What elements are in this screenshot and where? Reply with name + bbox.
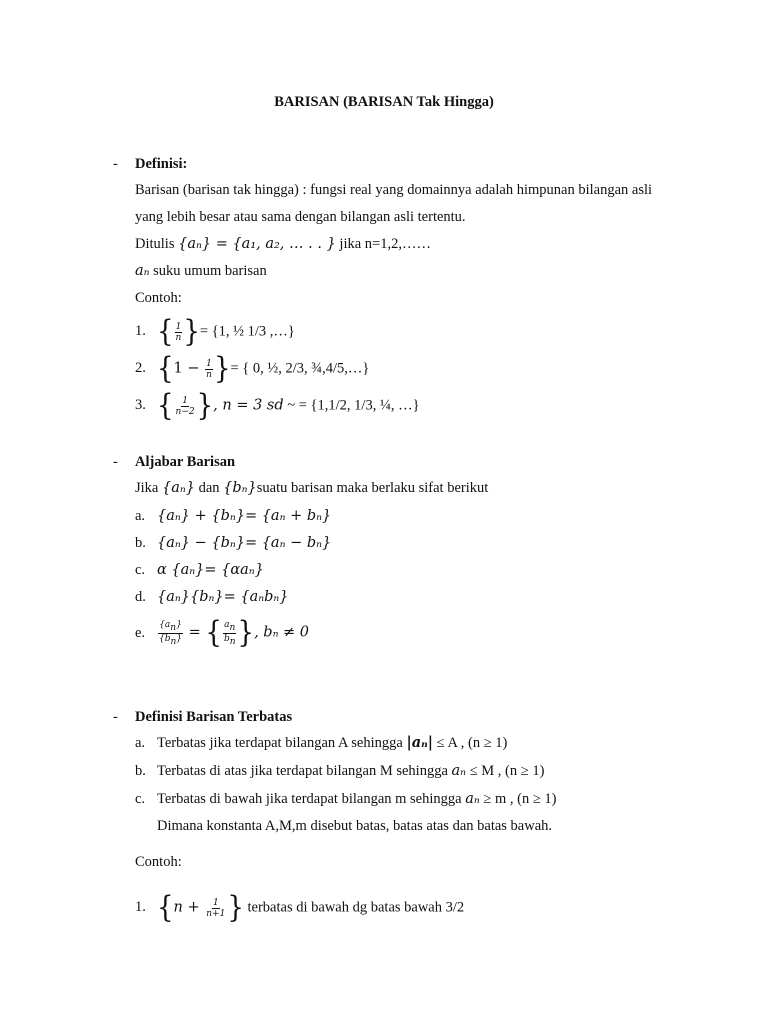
definition-line-2: yang lebih besar atau sama dengan bilangan asli tertentu.	[135, 209, 466, 225]
brace: }	[213, 351, 231, 387]
property-label: d.	[135, 589, 146, 605]
example-heading: Contoh:	[135, 290, 182, 306]
example-1-values: = {1, ½ 1/3 ,…}	[199, 323, 295, 340]
property-math: {aₙ} − {bₙ}= {aₙ − bₙ}	[157, 535, 332, 551]
bounded-text: Terbatas di bawah jika terdapat bilangan m sehingga	[157, 791, 466, 807]
general-term-line	[135, 262, 267, 280]
property-math: α {aₙ}= {αaₙ}	[157, 562, 264, 578]
brace: {	[157, 351, 174, 387]
example-number: 1.	[135, 323, 146, 340]
notation-math: {aₙ} = {a₁, a₂, … . . }	[178, 236, 336, 252]
section-heading-terbatas: Definisi Barisan Terbatas	[135, 709, 293, 725]
fraction: $\frac{1}{n-2}$	[175, 395, 195, 417]
example-heading: Contoh:	[135, 854, 182, 870]
brace: }	[183, 314, 200, 350]
property-e-condition: , bₙ ≠ 0	[254, 624, 310, 641]
example-number: 3.	[135, 397, 146, 414]
brace: }	[237, 616, 255, 651]
page-title: BARISAN (BARISAN Tak Hingga)	[274, 94, 494, 110]
notation-prefix: Ditulis	[135, 236, 179, 252]
property-c	[135, 561, 264, 579]
bullet-dash: -	[113, 709, 118, 725]
bounded-text: Terbatas di atas jika terdapat bilangan M sehingga	[157, 763, 452, 779]
example-3	[135, 388, 420, 424]
property-label: c.	[135, 562, 146, 578]
bullet-dash: -	[113, 454, 118, 470]
intro-math: {bₙ}	[223, 480, 257, 496]
property-b	[135, 534, 331, 552]
brace: {	[157, 388, 174, 424]
definition-line-1: Barisan (barisan tak hingga) : fungsi real yang domainnya adalah himpunan bilangan asli	[135, 182, 653, 198]
brace: }	[227, 890, 244, 926]
property-label: a.	[135, 508, 146, 524]
bounded-example-text: terbatas di bawah dg batas bawah 3/2	[243, 899, 465, 916]
notation-line	[135, 235, 431, 253]
example-2-values: = { 0, ½, 2/3, ¾,4/5,…}	[230, 360, 370, 377]
bounded-tail: ≤ M , (n ≥ 1)	[466, 763, 545, 779]
brace: {	[157, 890, 174, 926]
property-math: {aₙ}{bₙ}= {aₙbₙ}	[157, 589, 289, 605]
bounded-item-a	[135, 734, 507, 752]
fraction: $\frac{a_n}{b_n}$	[223, 620, 236, 647]
property-a	[135, 507, 331, 525]
section-heading-aljabar: Aljabar Barisan	[135, 454, 236, 470]
brace: {	[205, 616, 222, 651]
bounded-note: Dimana konstanta A,M,m disebut batas, batas atas dan batas bawah.	[157, 818, 553, 834]
property-label: e.	[135, 624, 146, 641]
example-3-values: ~ = {1,1/2, 1/3, ¼, …}	[283, 397, 420, 414]
intro-text: suatu barisan maka berlaku sifat berikut	[256, 480, 489, 496]
example-2: 2. {1 − $\frac{1}{n}$ }= { 0, ½, 2/3, ¾,4/5,…}	[135, 351, 370, 387]
bounded-label: b.	[135, 763, 146, 779]
fraction: $\frac{1}{n+1}$	[206, 897, 226, 919]
fraction: $\frac{\{a_n\}}{\{b_n\}}$	[159, 620, 183, 647]
bounded-text: Terbatas jika terdapat bilangan A sehingga	[157, 735, 407, 751]
bounded-label: a.	[135, 735, 146, 751]
bullet-dash: -	[113, 156, 118, 172]
intro-text: Jika	[135, 480, 162, 496]
notation-suffix: jika n=1,2,……	[335, 236, 431, 252]
brace: {	[157, 314, 174, 350]
bounded-math: aₙ	[465, 791, 480, 807]
property-d	[135, 588, 288, 606]
general-term-text: suku umum barisan	[149, 263, 267, 279]
example-1	[135, 314, 295, 350]
bounded-tail: ≥ m , (n ≥ 1)	[479, 791, 557, 807]
example-number: 2.	[135, 360, 146, 377]
brace: }	[196, 388, 214, 424]
intro-text: dan	[194, 480, 224, 496]
bounded-item-c	[135, 790, 556, 808]
general-term-symbol: aₙ	[135, 263, 150, 279]
bounded-example-1: 1. {n + $\frac{1}{n+1}$ } terbatas di bawah dg batas bawah 3/2	[135, 890, 465, 926]
fraction: $\frac{1}{n}$	[206, 358, 212, 380]
property-math: {aₙ} + {bₙ}= {aₙ + bₙ}	[157, 508, 332, 524]
bounded-label: c.	[135, 791, 146, 807]
property-label: b.	[135, 535, 146, 551]
fraction: $\frac{1}{n}$	[175, 321, 182, 343]
intro-math: {aₙ}	[161, 480, 195, 496]
example-number: 1.	[135, 899, 146, 916]
example-3-range: , n = 3 sd	[213, 397, 284, 414]
bounded-item-b	[135, 762, 544, 780]
bounded-math: |aₙ|	[406, 734, 434, 751]
bounded-tail: ≤ A , (n ≥ 1)	[433, 735, 508, 751]
bounded-math: aₙ	[451, 763, 467, 779]
aljabar-intro	[135, 479, 488, 497]
property-e: e. $\frac{\{a_n\}}{\{b_n\}}$ = { $\frac{a_n}{b_n}$ }, bₙ ≠ 0	[135, 616, 310, 651]
section-heading-definisi: Definisi:	[135, 156, 188, 172]
